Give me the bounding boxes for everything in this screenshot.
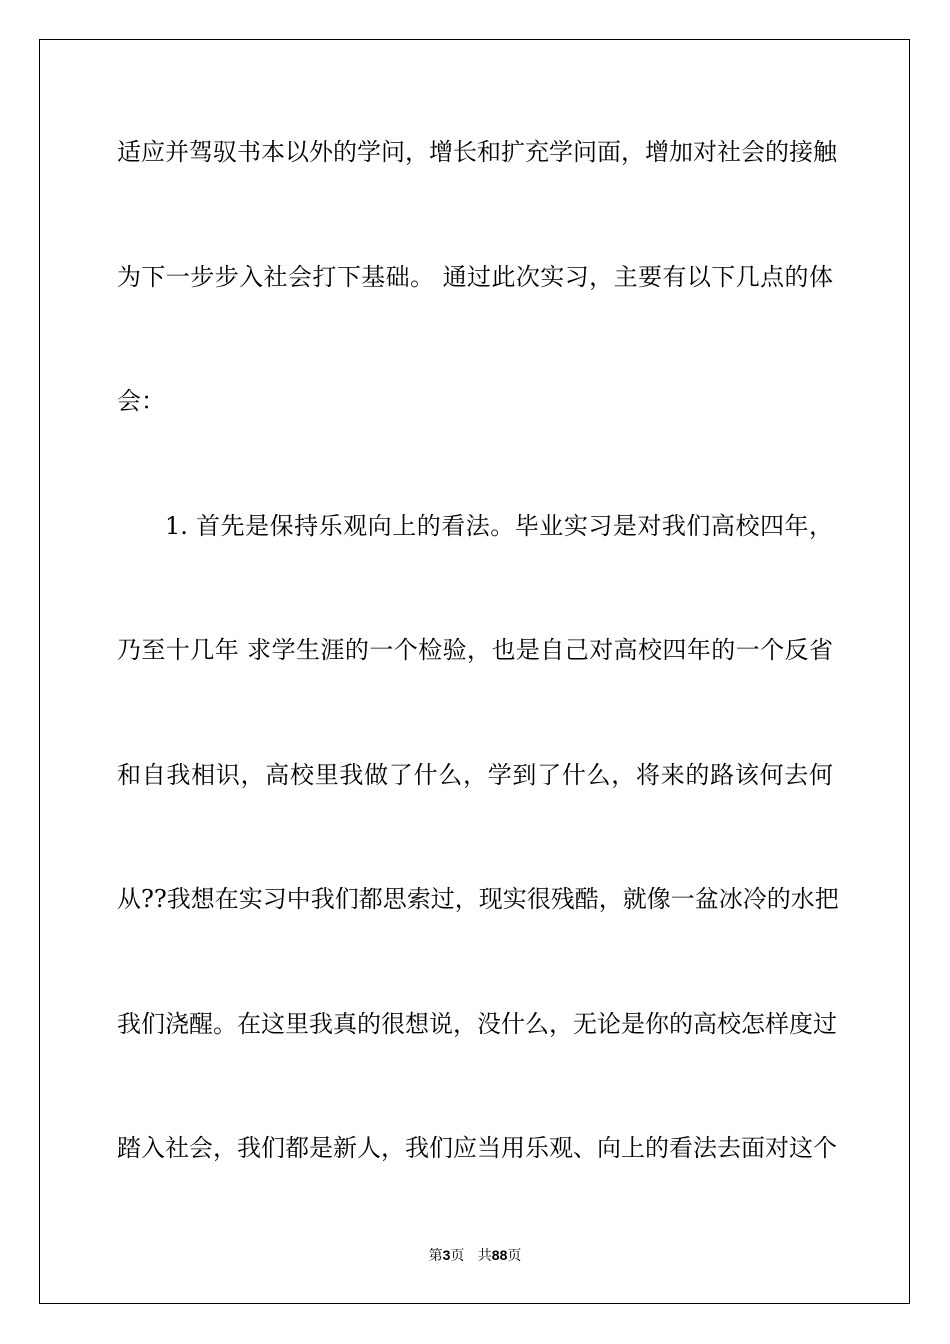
footer-middle: 页 共	[450, 1248, 492, 1264]
body-text	[117, 124, 839, 1245]
text-line: 适应并驾驭书本以外的学问，增长和扩充学问面，增加对社会的接触	[117, 138, 837, 166]
footer-prefix: 第	[428, 1248, 443, 1264]
page-footer	[0, 1245, 950, 1265]
footer-suffix: 页	[507, 1248, 522, 1264]
text-line: 和自我相识，高校里我做了什么，学到了什么，将来的路该何去何	[117, 760, 833, 789]
text-line: 会：	[117, 387, 165, 415]
text-line: 我们浇醒。在这里我真的很想说，没什么，无论是你的高校怎样度过	[117, 1009, 837, 1038]
total-pages-number: 88	[491, 1247, 508, 1263]
text-line: 1. 首先是保持乐观向上的看法。毕业实习是对我们高校四年，	[165, 511, 833, 540]
text-line: 乃至十几年 求学生涯的一个检验，也是自己对高校四年的一个反省	[117, 636, 833, 664]
text-line: 踏入社会，我们都是新人，我们应当用乐观、向上的看法去面对这个	[117, 1134, 837, 1162]
text-line: 从??我想在实习中我们都思索过，现实很残酷，就像一盆冰冷的水把	[117, 885, 839, 913]
text-line: 为下一步步入社会打下基础。 通过此次实习，主要有以下几点的体	[117, 262, 833, 291]
current-page-number: 3	[442, 1247, 451, 1263]
